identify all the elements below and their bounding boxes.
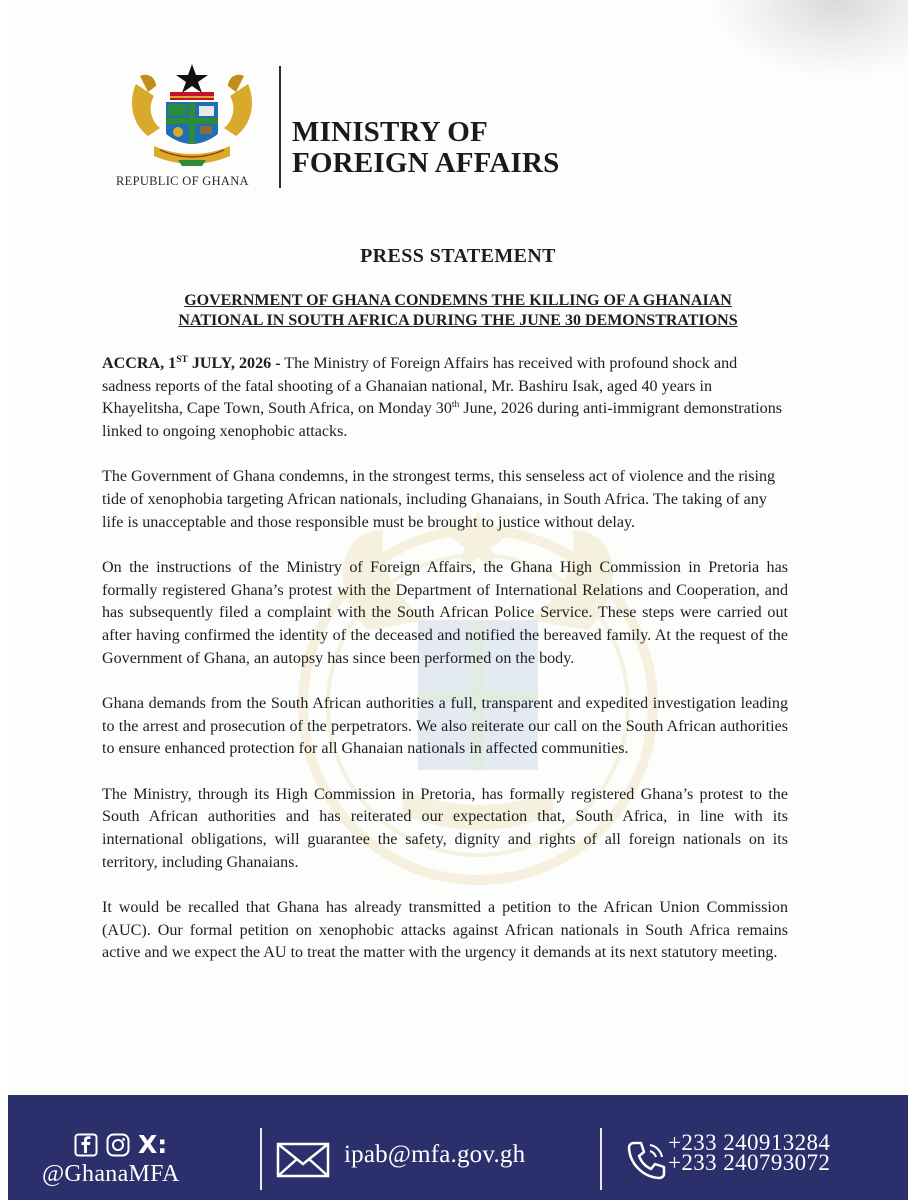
contact-footer (8, 1095, 908, 1200)
headline-line-2: NATIONAL IN SOUTH AFRICA DURING THE JUNE 30 DEMONSTRATIONS (178, 312, 738, 329)
paragraph-4: Ghana demands from the South African authorities a full, transparent and expedited investigation leading to the arrest and prosecution of the perpetrators. We also reiterate our call on the South African authorities to ensure enhanced protection for all Ghanaian nationals in affected communities. (102, 694, 788, 758)
paragraph-1-ordinal: th (451, 400, 460, 411)
dateline-ordinal: ST (176, 355, 188, 365)
instagram-icon[interactable] (106, 1133, 130, 1157)
phone-number-1[interactable]: +233 240913284 (668, 1130, 831, 1155)
paragraph-3: On the instructions of the Ministry of Foreign Affairs, the Ghana High Commission in Pretoria has formally registered Ghana’s protest with the Department of International Relations and Cooperation, and has subsequently filed a complaint with the South African Police Service. These steps were carried out after having confirmed the identity of the deceased and notified the bereaved family. At the request of the Government of Ghana, an autopsy has since been performed on the body. (102, 558, 788, 667)
paragraph-6: It would be recalled that Ghana has already transmitted a petition to the African Union Commission (AUC). Our formal petition on xenophobic attacks against African nationals in South Africa remains active and we expect the AU to treat the matter with the urgency it demands at its next statutory meeting. (102, 898, 788, 962)
footer-divider-1 (260, 1128, 262, 1190)
dateline (102, 355, 281, 372)
phone-numbers (668, 1130, 831, 1175)
ministry-name (292, 117, 560, 179)
phone-icon (626, 1139, 668, 1181)
document-type-title: PRESS STATEMENT (360, 245, 556, 267)
headline-line-1: GOVERNMENT OF GHANA CONDEMNS THE KILLING OF A GHANAIAN (184, 292, 732, 309)
paragraph-2: The Government of Ghana condemns, in the strongest terms, this senseless act of violence and the rising tide of xenophobia targeting African nationals, including Ghanaians, in South Africa. The taking of any life is unacceptable and those responsible must be brought to justice without delay. (102, 468, 776, 531)
header-divider (279, 66, 281, 188)
social-icons (74, 1131, 167, 1159)
statement-body (102, 353, 788, 987)
x-social-label: X: (138, 1130, 168, 1159)
email-address[interactable]: ipab@mfa.gov.gh (344, 1141, 526, 1168)
paragraph-5: The Ministry, through its High Commission in Pretoria, has formally registered Ghana’s protest to the South African authorities and has reiterated our expectation that, South Africa, in line with its international obligations, will guarantee the safety, dignity and rights of all foreign nationals on its territory, including Ghanaians. (102, 785, 788, 871)
social-handle[interactable]: @GhanaMFA (42, 1161, 180, 1187)
facebook-icon[interactable] (74, 1133, 98, 1157)
email-icon (276, 1142, 330, 1178)
page-corner-shadow (708, 0, 908, 80)
ministry-name-line-2: FOREIGN AFFAIRS (292, 147, 560, 179)
paragraph-1-text-end: June, 2026 during anti-immigrant demonstrations linked to ongoing xenophobic attacks. (102, 400, 783, 441)
ghana-coat-of-arms-logo (126, 62, 258, 172)
paragraph-1-text: The Ministry of Foreign Affairs has received with profound shock and sadness reports of the fatal shooting of a Ghanaian national, Mr. Bashiru Isak, aged 40 years in Khayelitsha, Cape Town, South Africa, on Monday 30 (102, 355, 738, 418)
dateline-date: JULY, 2026 - (187, 355, 281, 372)
ministry-name-line-1: MINISTRY OF (292, 116, 488, 148)
dateline-place: ACCRA, 1 (102, 355, 177, 372)
phone-number-2[interactable]: +233 240793072 (668, 1150, 831, 1175)
headline (108, 291, 808, 331)
press-statement-page (8, 0, 908, 1200)
paragraph-1 (102, 353, 788, 444)
footer-divider-2 (600, 1128, 602, 1190)
republic-of-ghana-label: REPUBLIC OF GHANA (116, 174, 249, 188)
